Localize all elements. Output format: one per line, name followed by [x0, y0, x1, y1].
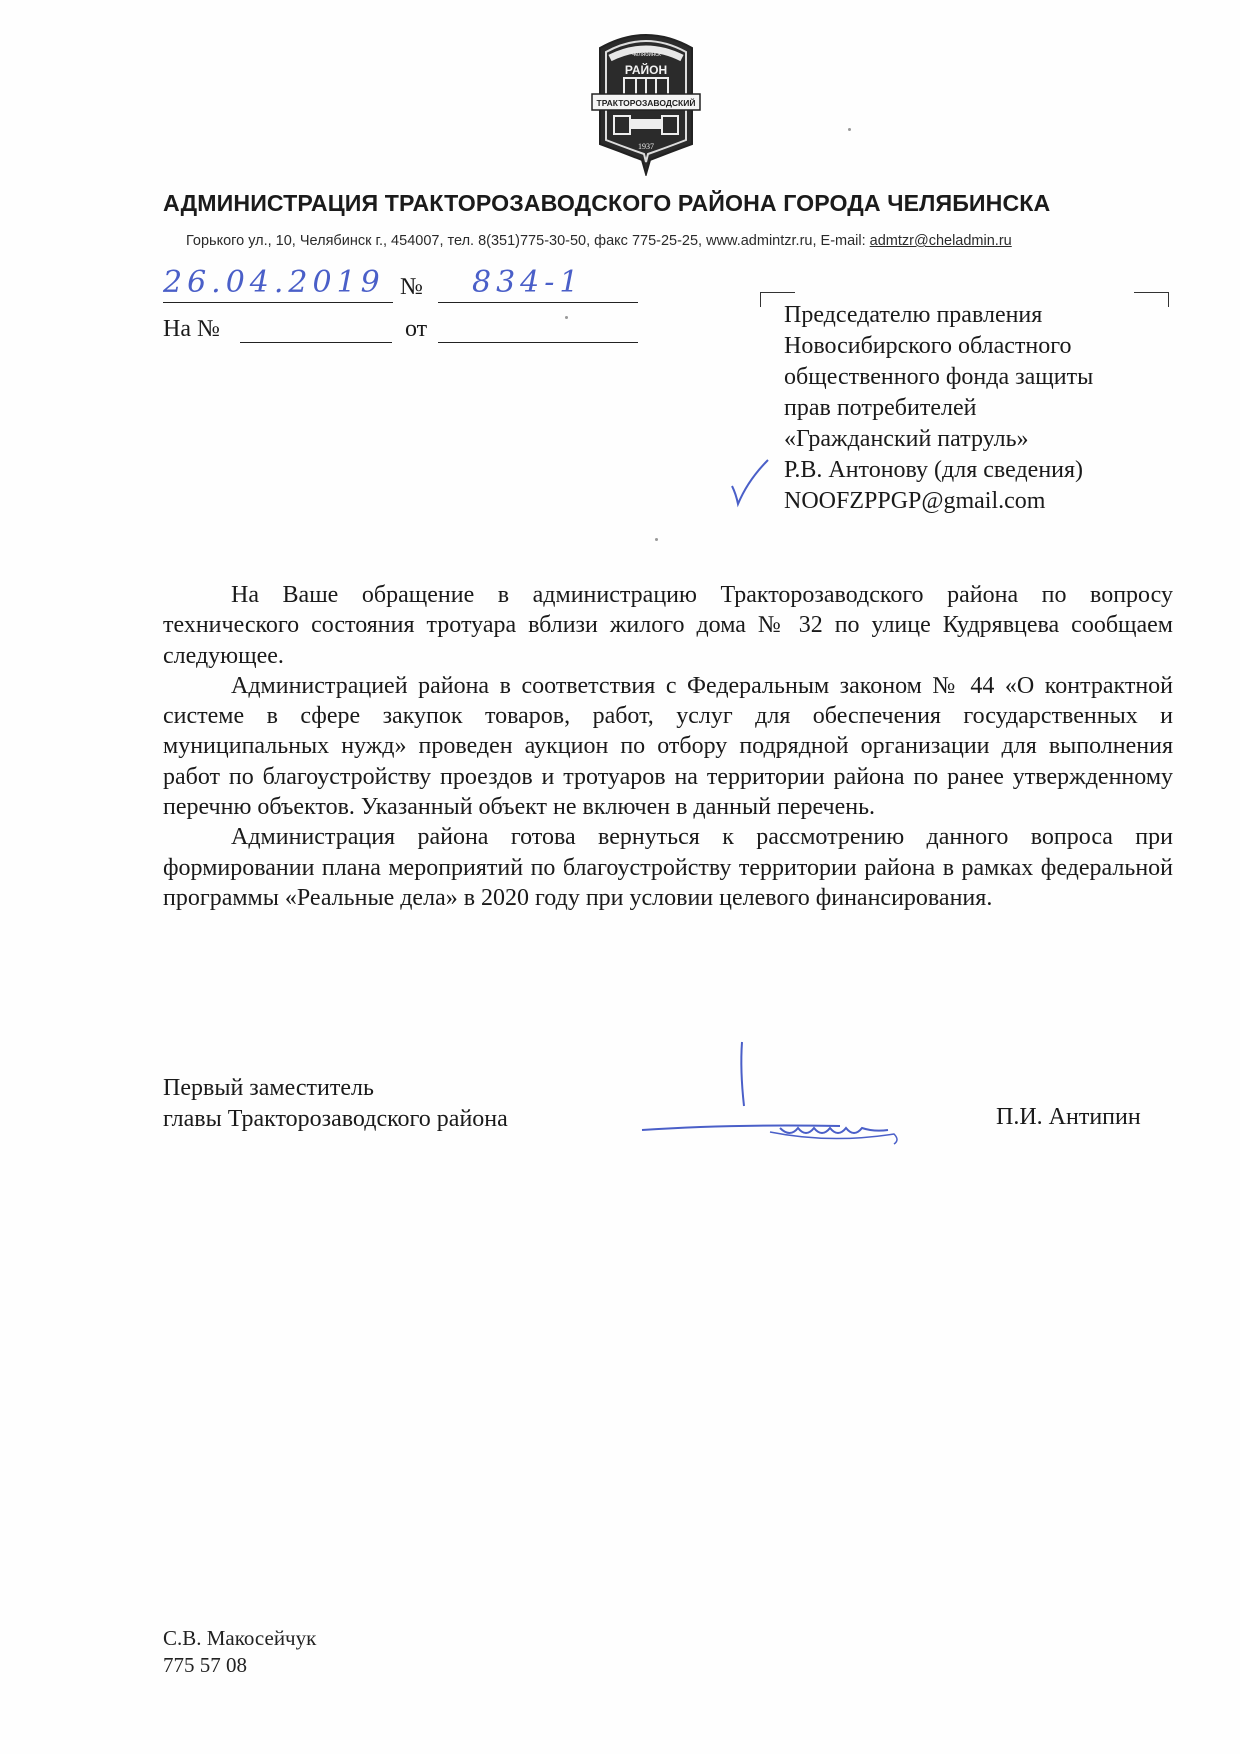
- reference-date-field: [438, 342, 638, 343]
- body-paragraph: Администрация района готова вернуться к рассмотрению данного вопроса при формировании плана мероприятий по благоустройству территории района в рамках федеральной программы «Реальные дела» в 2020 году при условии целевого финансирования.: [163, 824, 1173, 911]
- addressee-email: NOOFZPPGP@gmail.com: [784, 488, 1046, 514]
- position-line: главы Тракторозаводского района: [163, 1106, 508, 1132]
- reference-from-label: от: [405, 316, 428, 342]
- letter-body: [163, 580, 1173, 913]
- executor-name: С.В. Макосейчук: [163, 1626, 317, 1650]
- contacts-text: Горького ул., 10, Челябинск г., 454007, тел. 8(351)775-30-50, факс 775-25-25, www.admintzr.ru, E-mail:: [186, 233, 870, 249]
- outgoing-number-handwritten: 834-1: [472, 265, 584, 300]
- outgoing-date-handwritten: 26.04.2019: [163, 265, 385, 300]
- district-emblem-icon: [590, 26, 702, 176]
- addressee-corner-right: [1134, 292, 1169, 307]
- svg-text:Челябинск: Челябинск: [631, 52, 661, 58]
- contact-email-link[interactable]: admtzr@cheladmin.ru: [869, 233, 1012, 249]
- scan-speck: [655, 538, 658, 541]
- addressee-line: Р.В. Антонову (для сведения): [784, 457, 1084, 483]
- body-paragraph: На Ваше обращение в администрацию Тракторозаводского района по вопросу технического состояния тротуара вблизи жилого дома № 32 по улице Кудрявцева сообщаем следующее.: [163, 582, 1173, 669]
- check-mark-icon: [728, 458, 772, 508]
- date-underline: [163, 302, 393, 303]
- executor-phone: 775 57 08: [163, 1653, 247, 1677]
- addressee-line: общественного фонда защиты: [784, 364, 1094, 390]
- organization-title: АДМИНИСТРАЦИЯ ТРАКТОРОЗАВОДСКОГО РАЙОНА ГОРОДА ЧЕЛЯБИНСКА: [163, 190, 1051, 216]
- addressee-line: Новосибирского областного: [784, 333, 1072, 359]
- handwritten-signature-icon: [640, 1040, 970, 1150]
- number-label: №: [400, 274, 423, 300]
- reference-number-field: [240, 342, 392, 343]
- svg-text:ТРАКТОРОЗАВОДСКИЙ: ТРАКТОРОЗАВОДСКИЙ: [596, 98, 696, 108]
- number-underline: [438, 302, 638, 303]
- reference-number-label: На №: [163, 316, 220, 342]
- svg-text:РАЙОН: РАЙОН: [624, 63, 668, 77]
- addressee-line: прав потребителей: [784, 395, 977, 421]
- scan-speck: [565, 316, 568, 319]
- addressee-line: «Гражданский патруль»: [784, 426, 1029, 452]
- svg-text:1937: 1937: [638, 142, 654, 151]
- scan-speck: [848, 128, 851, 131]
- executor-block: [163, 1625, 316, 1679]
- position-line: Первый заместитель: [163, 1075, 374, 1101]
- signatory-position: [163, 1073, 508, 1135]
- signatory-name: П.И. Антипин: [996, 1104, 1141, 1130]
- addressee-line: Председателю правления: [784, 302, 1043, 328]
- organization-contacts: [186, 233, 1012, 249]
- body-paragraph: Администрацией района в соответствия с Федеральным законом № 44 «О контрактной системе в сфере закупок товаров, работ, услуг для обеспечения государственных и муниципальных нужд» проведен аукцион по отбору подрядной организации для выполнения работ по благоустройству проездов и тротуаров на территории района по ранее утвержденному перечню объектов. Указанный объект не включен в данный перечень.: [163, 672, 1173, 821]
- addressee-block: [784, 300, 1093, 517]
